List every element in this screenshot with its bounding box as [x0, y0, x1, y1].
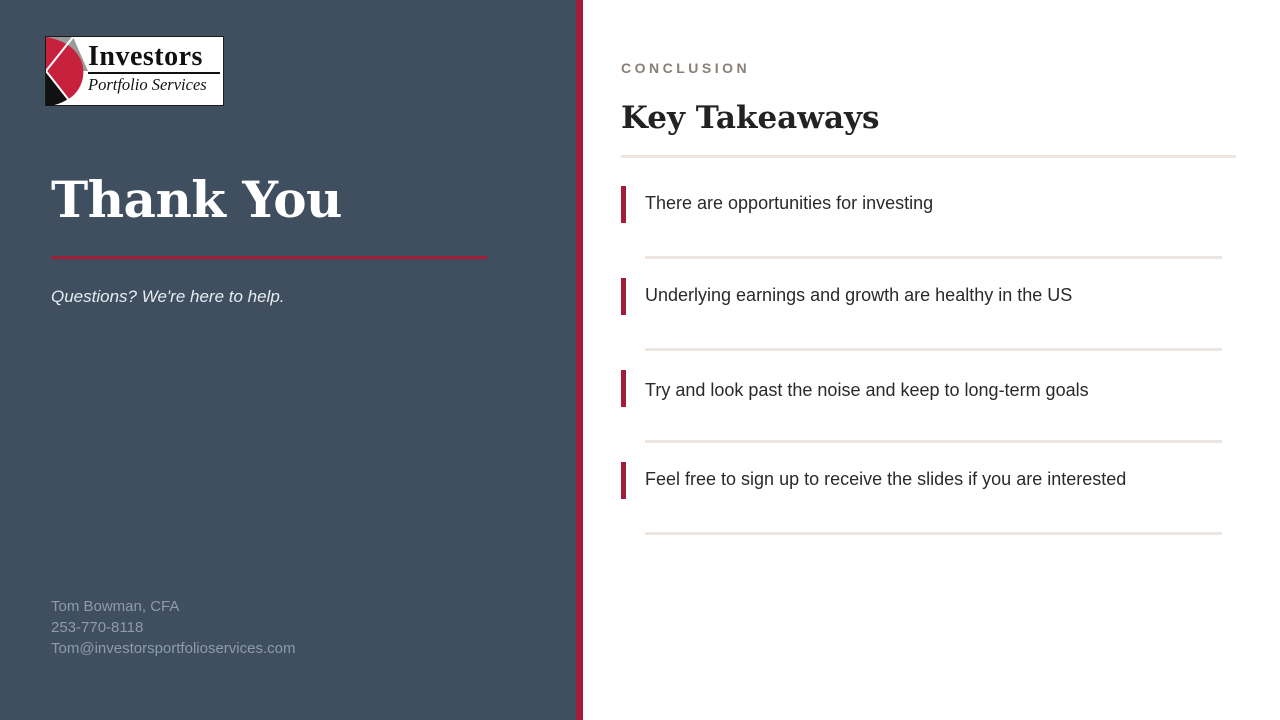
contact-phone: 253-770-8118	[51, 619, 144, 636]
accent-divider-bar	[576, 0, 583, 720]
takeaway-rule	[645, 440, 1222, 443]
takeaway-rule	[645, 256, 1222, 259]
takeaway-text: Try and look past the noise and keep to long-term goals	[645, 380, 1089, 400]
section-eyebrow: CONCLUSION	[621, 60, 751, 76]
section-heading: Key Takeaways	[621, 100, 880, 136]
takeaway-text: Underlying earnings and growth are healthy in the US	[645, 285, 1073, 305]
logo-wordmark-line2: Portfolio Services	[88, 75, 207, 94]
takeaway-accent-bar	[621, 186, 626, 223]
heading-rule	[621, 155, 1236, 158]
takeaway-text: There are opportunities for investing	[645, 193, 934, 213]
takeaway-accent-bar	[621, 278, 626, 315]
company-logo	[45, 36, 224, 106]
takeaway-accent-bar	[621, 370, 626, 407]
takeaway-text: Feel free to sign up to receive the slides if you are interested	[645, 469, 1127, 489]
takeaway-rule	[645, 348, 1222, 351]
page-title: Thank You	[51, 170, 342, 229]
contact-info	[51, 596, 295, 659]
logo-wordmark-line1: Investors	[88, 41, 203, 72]
takeaway-accent-bar	[621, 462, 626, 499]
contact-name: Tom Bowman, CFA	[51, 598, 180, 615]
logo-pie-icon	[46, 37, 88, 107]
subtitle: Questions? We're here to help.	[51, 287, 285, 306]
title-underline	[51, 256, 487, 259]
takeaway-rule	[645, 532, 1222, 535]
contact-email: Tom@investorsportfolioservices.com	[51, 640, 296, 657]
